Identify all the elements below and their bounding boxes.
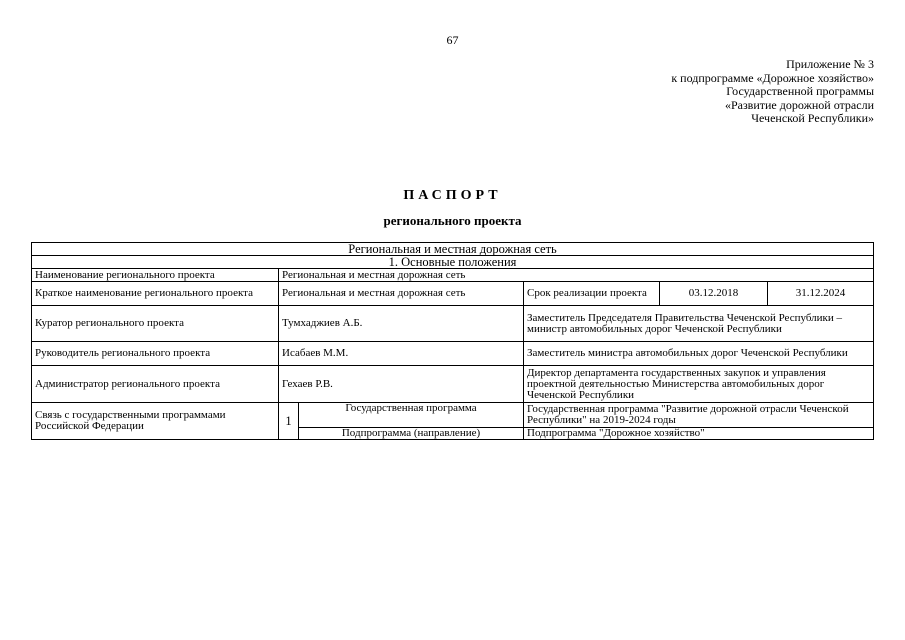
appendix-header xyxy=(671,58,874,126)
row-value: Региональная и местная дорожная сеть xyxy=(279,269,874,282)
document-title: ПАСПОРТ xyxy=(403,188,502,203)
table-row xyxy=(32,269,874,282)
person-position: Заместитель министра автомобильных дорог Чеченской Республики xyxy=(524,342,874,366)
appendix-line: к подпрограмме «Дорожное хозяйство» xyxy=(671,70,874,85)
link-number: 1 xyxy=(279,403,299,440)
row-label: Связь с государственными программами Российской Федерации xyxy=(32,403,279,440)
program-label: Государственная программа xyxy=(299,403,524,428)
period-label: Срок реализации проекта xyxy=(524,282,660,306)
table-row xyxy=(32,306,874,342)
appendix-line: Чеченской Республики» xyxy=(751,111,874,125)
person-name: Гехаев Р.В. xyxy=(279,366,524,403)
appendix-line: Приложение № 3 xyxy=(786,57,874,71)
passport-table xyxy=(31,242,874,440)
row-value: Региональная и местная дорожная сеть xyxy=(279,282,524,306)
person-position: Директор департамента государственных закупок и управления проектной деятельностью Министерства автомобильных дорог Чеченской Республики xyxy=(524,366,874,403)
page-number: 67 xyxy=(446,33,459,47)
table-row xyxy=(32,403,874,428)
subprogram-label: Подпрограмма (направление) xyxy=(299,428,524,440)
row-label: Краткое наименование регионального проекта xyxy=(32,282,279,306)
appendix-line: Государственной программы xyxy=(726,84,874,98)
person-name: Тумхаджиев А.Б. xyxy=(279,306,524,342)
person-position: Заместитель Председателя Правительства Чеченской Республики – министр автомобильных дорог Чеченской Республики xyxy=(524,306,874,342)
table-row xyxy=(32,366,874,403)
period-start: 03.12.2018 xyxy=(660,282,768,306)
row-label: Администратор регионального проекта xyxy=(32,366,279,403)
period-end: 31.12.2024 xyxy=(768,282,874,306)
table-row xyxy=(32,282,874,306)
table-row xyxy=(32,342,874,366)
program-value: Государственная программа "Развитие дорожной отрасли Чеченской Республики" на 2019-2024 годы xyxy=(524,403,874,428)
row-label: Куратор регионального проекта xyxy=(32,306,279,342)
person-name: Исабаев М.М. xyxy=(279,342,524,366)
project-title-cell: Региональная и местная дорожная сеть xyxy=(32,243,874,256)
section-title-cell: 1. Основные положения xyxy=(32,256,874,269)
appendix-line: «Развитие дорожной отрасли xyxy=(724,97,874,112)
row-label: Руководитель регионального проекта xyxy=(32,342,279,366)
document-subtitle: регионального проекта xyxy=(383,213,522,228)
subprogram-value: Подпрограмма "Дорожное хозяйство" xyxy=(524,428,874,440)
row-label: Наименование регионального проекта xyxy=(32,269,279,282)
